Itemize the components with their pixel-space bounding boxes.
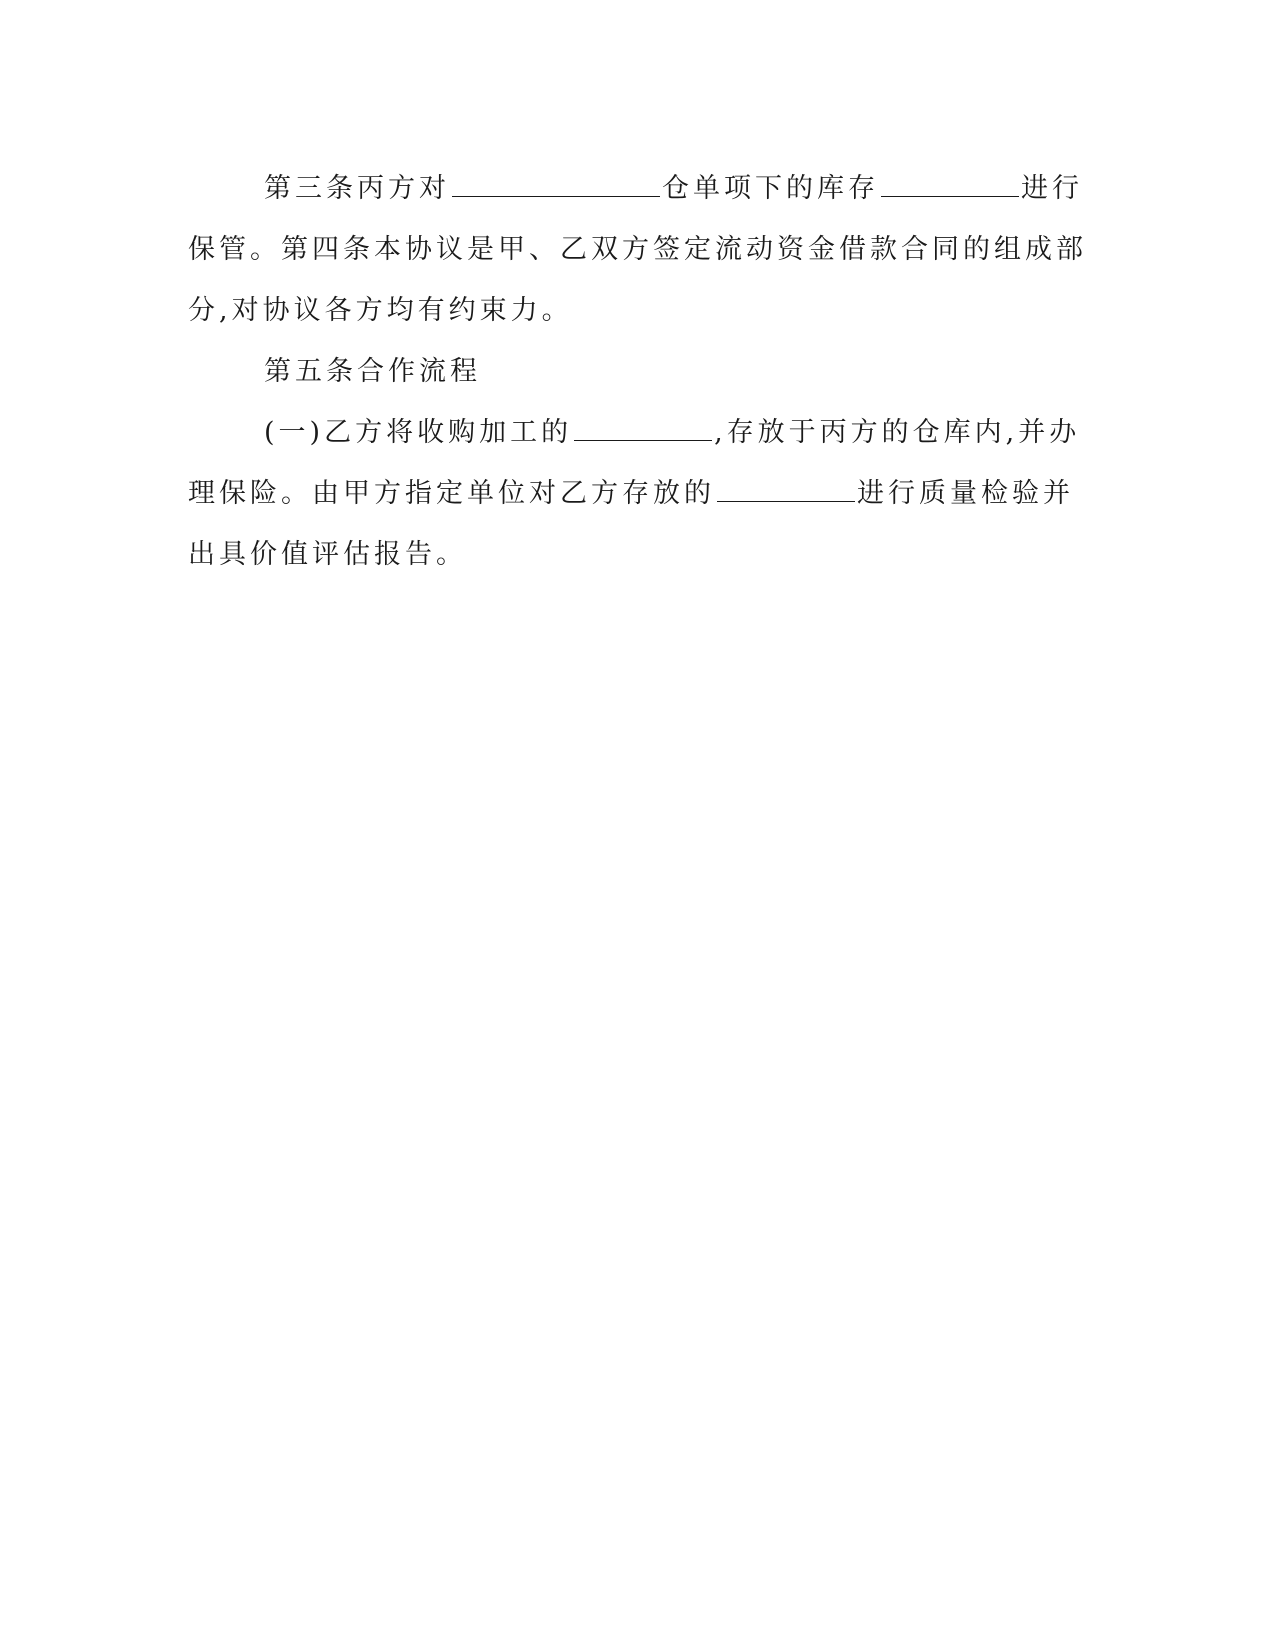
article-3-text-3: 进行保管。第四条本协议是甲、乙双方签定流动资金借款合同的组成部分,对协议各方均有约束力。: [188, 173, 1087, 326]
document-body: [188, 158, 1088, 585]
clause-1-text-2: ,存放于丙方的仓库内,并办理保险。由甲方指定单位对乙方存放的: [188, 417, 1081, 509]
article-3-text-2: 仓单项下的库存: [662, 173, 879, 204]
article-3-text-1: 第三条丙方对: [264, 173, 450, 204]
clause-1-text-1: (一)乙方将收购加工的: [264, 417, 573, 448]
article-3-paragraph: [188, 158, 1088, 341]
clause-1-paragraph: [188, 402, 1088, 585]
blank-line-processed-goods: [574, 416, 712, 441]
blank-line-inventory: [881, 172, 1019, 197]
clause-1-text-3: 进行质量检验并出具价值评估报告。: [188, 478, 1074, 570]
blank-line-stored-goods: [717, 477, 855, 502]
article-5-heading: 第五条合作流程: [264, 356, 481, 387]
blank-line-warehouse-receipt: [452, 172, 660, 197]
